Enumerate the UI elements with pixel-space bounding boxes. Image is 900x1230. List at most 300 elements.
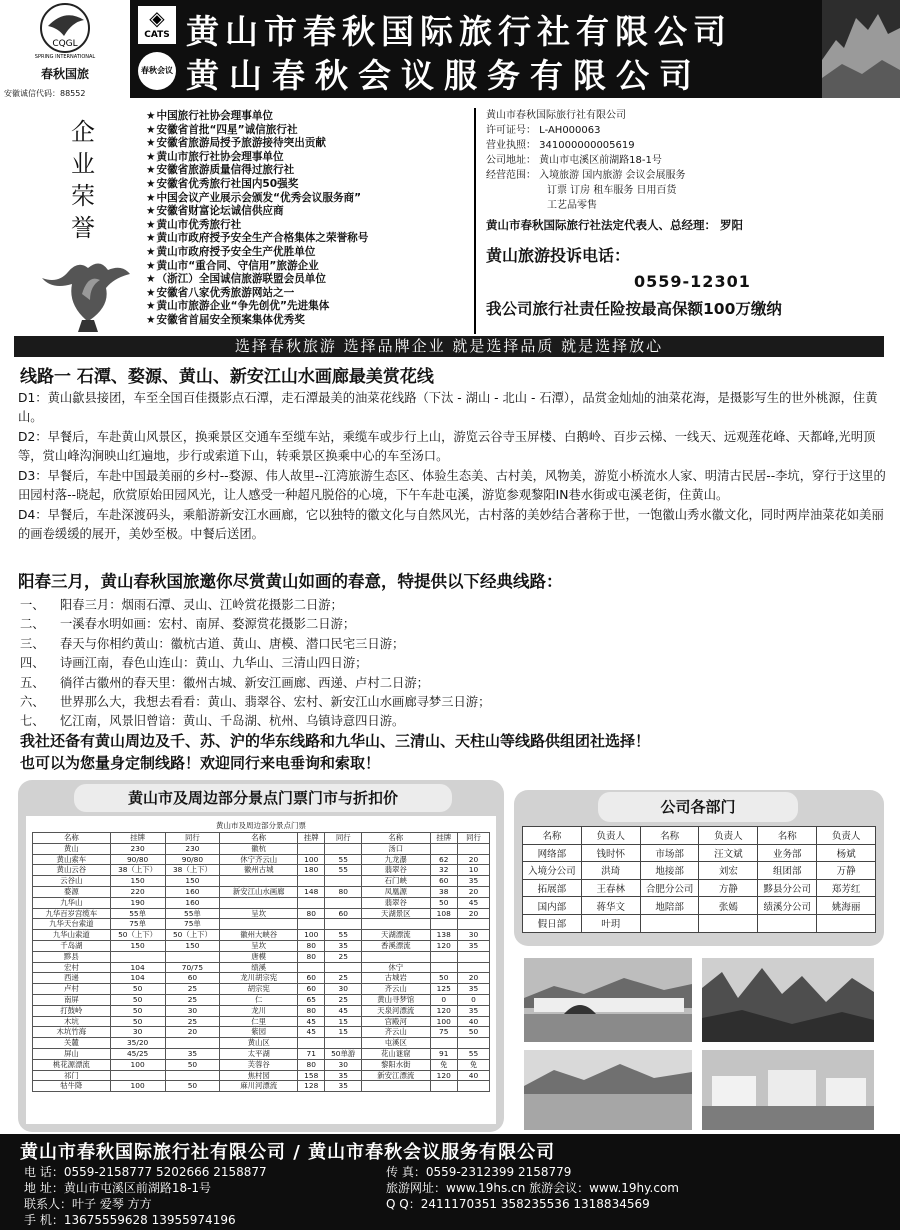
ticket-cell: 75: [430, 1027, 457, 1038]
route-day-3: D3：早餐后，车赴中国最美丽的乡村--婺源、伟人故里--江湾旅游生态区、体验生态美、古村美，风物美，游览小桥流水人家、明清古民居--李坑，穿行于这里的田园村落--晓起，欣赏原始田园风光，让人感受一种超凡脱俗的心境，下午车赴屯溪，游览参观黎阳IN巷水街或屯溪老街，住黄山。: [18, 469, 886, 502]
table-row: [523, 879, 876, 897]
ticket-cell: 龙川胡宗宪: [220, 973, 298, 984]
table-row: [33, 973, 490, 984]
ticket-cell: 120: [430, 1005, 457, 1016]
department-cell: 组团部: [758, 862, 817, 880]
ticket-cell: [457, 843, 489, 854]
ticket-cell: 45: [298, 1016, 325, 1027]
ticket-header: 同行: [165, 833, 220, 844]
department-cell: 杨斌: [817, 844, 876, 862]
ticket-cell: 香溪漂流: [361, 940, 430, 951]
department-cell: 入境分公司: [523, 862, 582, 880]
department-cell: 汪文斌: [699, 844, 758, 862]
spring-route-number: 三、: [20, 636, 45, 651]
ticket-cell: 160: [165, 897, 220, 908]
ticket-cell: 120: [430, 1070, 457, 1081]
table-row: [33, 1081, 490, 1092]
ticket-header: 名称: [361, 833, 430, 844]
ticket-cell: 60: [298, 973, 325, 984]
ticket-cell: 休宁: [361, 962, 430, 973]
ticket-cell: 35: [325, 940, 362, 951]
ticket-cell: 180: [298, 865, 325, 876]
company-title-1: 黄山市春秋国际旅行社有限公司: [186, 12, 732, 51]
ticket-cell: 胡宗宪: [220, 984, 298, 995]
table-row: [33, 951, 490, 962]
spring-route-number: 五、: [20, 675, 45, 690]
ticket-cell: 50: [165, 1059, 220, 1070]
ticket-cell: 20: [165, 1027, 220, 1038]
ticket-cell: 免: [457, 1059, 489, 1070]
table-row: [33, 897, 490, 908]
ticket-cell: [110, 951, 165, 962]
ticket-cell: 220: [110, 886, 165, 897]
table-row: [523, 914, 876, 932]
footer-qq[interactable]: Q Q：2411170351 358235536 1318834569: [386, 1197, 650, 1211]
route-one-title: 线路一 石潭、婺源、黄山、新安江山水画廊最美赏花线: [20, 367, 434, 387]
ticket-header-row: [33, 833, 490, 844]
spring-route-item: [20, 712, 490, 731]
department-cell: 万静: [817, 862, 876, 880]
table-row: [33, 984, 490, 995]
table-row: [33, 854, 490, 865]
ticket-cell: 148: [298, 886, 325, 897]
ticket-cell: 50: [110, 984, 165, 995]
ticket-cell: 15: [325, 1027, 362, 1038]
ticket-cell: 75单: [110, 919, 165, 930]
ticket-cell: 仁: [220, 994, 298, 1005]
ticket-cell: 黟县: [33, 951, 111, 962]
cqgl-emblem-icon: [28, 2, 102, 60]
spring-route-text: 一溪春水明如画：宏村、南屏、婺源赏花摄影二日游；: [60, 617, 356, 632]
ticket-cell: [457, 1081, 489, 1092]
department-cell: 姚海丽: [817, 897, 876, 915]
honor-item: ★ 中国会议产业展示会颁发“优秀会议服务商”: [146, 192, 476, 206]
license-company: 黄山市春秋国际旅行社有限公司: [486, 110, 626, 121]
ticket-cell: 60: [325, 908, 362, 919]
spring-route-text: 世界那么大，我想去看看：黄山、翡翠谷、宏村、新安江山水画廊寻梦三日游；: [60, 695, 491, 710]
ticket-cell: 150: [165, 876, 220, 887]
spring-route-item: [20, 635, 490, 654]
honor-item: ★ 黄山市优秀旅行社: [146, 219, 476, 233]
ticket-cell: 天泉河漂流: [361, 1005, 430, 1016]
department-cell: 绩溪分公司: [758, 897, 817, 915]
footer-mobile[interactable]: 手 机：13675559628 13955974196: [24, 1213, 236, 1227]
department-cell: 方静: [699, 879, 758, 897]
ticket-cell: 30: [325, 984, 362, 995]
ticket-cell: 10: [457, 865, 489, 876]
ticket-cell: 45: [457, 897, 489, 908]
department-cell: 业务部: [758, 844, 817, 862]
ticket-cell: 120: [430, 940, 457, 951]
insurance-note: 我公司旅行社责任险按最高保额100万缴纳: [486, 300, 782, 318]
ticket-cell: [430, 962, 457, 973]
extra-note: [20, 730, 650, 774]
ticket-cell: 125: [430, 984, 457, 995]
ticket-cell: 0: [430, 994, 457, 1005]
department-table: [522, 826, 876, 933]
honor-item: ★ 黄山市政府授予安全生产合格集体之荣誉称号: [146, 232, 476, 246]
ticket-cell: [361, 951, 430, 962]
ticket-cell: 新安江山水画廊: [220, 886, 298, 897]
route-day-2: D2：早餐后，车赴黄山风景区，换乘景区交通车至缆车站，乘缆车或步行上山，游览云谷寺玉屏楼、白鹅岭、百步云梯、一线天、远观莲花峰、天都峰,光明顶等，赏山峰沟涧映山红遍地，步行或索道下山，转乘景区换乘中心的车至汤口。: [18, 430, 876, 463]
department-cell: 张嫣: [699, 897, 758, 915]
department-header-row: [523, 827, 876, 845]
department-cell: 蒋华文: [581, 897, 640, 915]
ticket-cell: 屏山: [33, 1048, 111, 1059]
ticket-cell: 100: [298, 930, 325, 941]
department-cell: 王春林: [581, 879, 640, 897]
spring-route-item: [20, 596, 490, 615]
department-cell: 假日部: [523, 914, 582, 932]
ticket-cell: 128: [298, 1081, 325, 1092]
ticket-cell: 天湖景区: [361, 908, 430, 919]
table-row: [33, 908, 490, 919]
ticket-cell: 桃花源漂流: [33, 1059, 111, 1070]
table-row: [33, 1059, 490, 1070]
table-row: [33, 876, 490, 887]
spring-route-text: 忆江南，风景旧曾谙：黄山、千岛湖、杭州、乌镇诗意四日游。: [60, 714, 405, 729]
spring-heading: 阳春三月，黄山春秋国旅邀你尽赏黄山如画的春意，特提供以下经典线路：: [18, 572, 563, 591]
ticket-caption: 黄山市及周边部分景点门票: [216, 821, 306, 830]
table-row: [33, 962, 490, 973]
ticket-cell: [430, 843, 457, 854]
ticket-cell: 104: [110, 962, 165, 973]
table-row: [33, 843, 490, 854]
ticket-cell: 50: [430, 897, 457, 908]
table-row: [523, 844, 876, 862]
ticket-cell: 凤凰源: [361, 886, 430, 897]
ticket-cell: 35: [457, 1005, 489, 1016]
ticket-cell: 80: [298, 951, 325, 962]
cats-label: CATS: [144, 30, 170, 40]
ticket-sheet: [26, 816, 496, 1124]
department-cell: 市场部: [640, 844, 699, 862]
spring-route-number: 二、: [20, 617, 45, 632]
department-cell: 洪琦: [581, 862, 640, 880]
department-cell: 钱时怀: [581, 844, 640, 862]
spring-route-item: [20, 674, 490, 693]
table-row: [33, 930, 490, 941]
ticket-cell: 卢村: [33, 984, 111, 995]
ticket-cell: 60: [165, 973, 220, 984]
ticket-cell: 50: [110, 1016, 165, 1027]
ticket-cell: 龙川: [220, 1005, 298, 1016]
company-title-2: 黄山春秋会议服务有限公司: [186, 56, 702, 95]
ticket-header: 同行: [457, 833, 489, 844]
ticket-cell: [361, 919, 430, 930]
meeting-logo-icon: 春秋会议: [138, 52, 176, 90]
honor-item: ★ （浙江）全国诚信旅游联盟会员单位: [146, 273, 476, 287]
ticket-cell: 60: [298, 984, 325, 995]
honor-item: ★ 黄山市旅游企业“争先创优”先进集体: [146, 300, 476, 314]
route-one: [18, 362, 886, 543]
ticket-cell: 25: [165, 994, 220, 1005]
ticket-cell: 黄山寻梦馆: [361, 994, 430, 1005]
license-scope: 经营范围： 入境旅游 国内旅游 会议会展服务: [486, 170, 686, 181]
ticket-cell: 35: [457, 940, 489, 951]
ticket-cell: 休宁齐云山: [220, 854, 298, 865]
ticket-cell: 65: [298, 994, 325, 1005]
ticket-cell: 20: [457, 973, 489, 984]
table-row: [33, 1005, 490, 1016]
ticket-cell: 仁里: [220, 1016, 298, 1027]
ticket-cell: 50（上下）: [165, 930, 220, 941]
ticket-cell: [325, 876, 362, 887]
table-row: [33, 1048, 490, 1059]
ticket-cell: 55: [325, 930, 362, 941]
table-row: [33, 1038, 490, 1049]
ticket-cell: 50单游: [325, 1048, 362, 1059]
ticket-cell: 紫园: [220, 1027, 298, 1038]
department-cell: 网络部: [523, 844, 582, 862]
ticket-cell: 古城岩: [361, 973, 430, 984]
department-header: 名称: [640, 827, 699, 845]
houses-photo: [702, 1050, 874, 1130]
ticket-cell: 80: [298, 1005, 325, 1016]
ticket-cell: [325, 843, 362, 854]
ticket-cell: 唐模: [220, 951, 298, 962]
table-row: [33, 1027, 490, 1038]
spring-route-number: 四、: [20, 656, 45, 671]
honor-heading: 企业荣誉: [71, 118, 95, 242]
spring-route-number: 一、: [20, 598, 45, 612]
village-bridge-photo: [524, 958, 692, 1042]
ticket-cell: 71: [298, 1048, 325, 1059]
ticket-cell: 芙蓉谷: [220, 1059, 298, 1070]
ticket-cell: [298, 897, 325, 908]
ticket-cell: 关麓: [33, 1038, 111, 1049]
ticket-cell: 150: [165, 940, 220, 951]
honor-item: ★ 安徽省财富论坛诚信供应商: [146, 205, 476, 219]
ticket-cell: 翡翠谷: [361, 865, 430, 876]
ticket-cell: 西递: [33, 973, 111, 984]
lake-photo: [524, 1050, 692, 1130]
ticket-cell: 黄山云谷: [33, 865, 111, 876]
ticket-cell: 南屏: [33, 994, 111, 1005]
complaint-phone[interactable]: 0559-12301: [634, 272, 751, 291]
ticket-cell: [325, 962, 362, 973]
ticket-cell: 新安江漂流: [361, 1070, 430, 1081]
honor-item: ★ 安徽省旅游局授予旅游接待突出贡献: [146, 137, 476, 151]
spring-route-item: [20, 693, 490, 712]
ticket-cell: [325, 1038, 362, 1049]
ticket-cell: 石门峡: [361, 876, 430, 887]
table-row: [33, 865, 490, 876]
ticket-cell: 宏村: [33, 962, 111, 973]
ticket-cell: 35: [457, 876, 489, 887]
ticket-cell: 齐云山: [361, 984, 430, 995]
honor-item: ★ 黄山市旅行社协会理事单位: [146, 151, 476, 165]
ticket-cell: 100: [298, 854, 325, 865]
ticket-cell: 20: [457, 908, 489, 919]
ticket-header: 名称: [33, 833, 111, 844]
department-header: 负责人: [699, 827, 758, 845]
ticket-cell: 38（上下）: [165, 865, 220, 876]
table-row: [33, 940, 490, 951]
department-cell: 黟县分公司: [758, 879, 817, 897]
extra-note-line-1: 我社还备有黄山周边及千、苏、沪的华东线路和九华山、三清山、天柱山等线路供组团社选择！: [20, 732, 651, 750]
ticket-cell: 35: [325, 1070, 362, 1081]
ticket-cell: 100: [110, 1081, 165, 1092]
ticket-cell: 九龙瀑: [361, 854, 430, 865]
honor-item: ★ 中国旅行社协会理事单位: [146, 110, 476, 124]
ticket-header: 名称: [220, 833, 298, 844]
ticket-header: 同行: [325, 833, 362, 844]
table-row: [33, 886, 490, 897]
ticket-cell: 104: [110, 973, 165, 984]
ticket-cell: 黄山区: [220, 1038, 298, 1049]
ticket-cell: [325, 897, 362, 908]
ticket-cell: 九华百岁宫缆车: [33, 908, 111, 919]
ticket-cell: [220, 897, 298, 908]
ticket-cell: 60: [430, 876, 457, 887]
license-info: [486, 108, 896, 336]
trophy-icon: [38, 254, 132, 334]
ticket-cell: 45/25: [110, 1048, 165, 1059]
honor-item: ★ 安徽省首届安全预案集体优秀奖: [146, 314, 476, 328]
ticket-cell: 35: [457, 984, 489, 995]
table-row: [33, 919, 490, 930]
department-cell: 叶玥: [581, 914, 640, 932]
ticket-cell: 20: [457, 854, 489, 865]
ticket-cell: 徽州大峡谷: [220, 930, 298, 941]
ticket-cell: 云谷山: [33, 876, 111, 887]
ticket-cell: 25: [165, 1016, 220, 1027]
ticket-table: [32, 832, 490, 1092]
ticket-cell: 108: [430, 908, 457, 919]
ticket-cell: 38: [430, 886, 457, 897]
ticket-cell: [430, 919, 457, 930]
spring-route-number: 七、: [20, 714, 45, 729]
ticket-cell: 0: [457, 994, 489, 1005]
ticket-cell: 35/20: [110, 1038, 165, 1049]
honor-item: ★ 黄山市政府授予安全生产优胜单位: [146, 246, 476, 260]
ticket-cell: 免: [430, 1059, 457, 1070]
ticket-cell: 90/80: [165, 854, 220, 865]
department-cell: 刘宏: [699, 862, 758, 880]
license-permit: 许可证号： L-AH000063: [486, 125, 601, 136]
spring-route-text: 春天与你相约黄山：徽杭古道、黄山、唐模、潜口民宅三日游；: [60, 636, 405, 651]
footer-website[interactable]: 旅游网址：www.19hs.cn 旅游会议：www.19hy.com: [386, 1181, 679, 1195]
ticket-cell: 30: [457, 930, 489, 941]
footer-phone[interactable]: 电 话：0559-2158777 5202666 2158877: [24, 1165, 267, 1179]
ticket-cell: 徽州古城: [220, 865, 298, 876]
ticket-cell: 30: [165, 1005, 220, 1016]
header: [0, 0, 900, 104]
ticket-cell: [361, 1081, 430, 1092]
table-row: [523, 897, 876, 915]
ticket-cell: 齐云山: [361, 1027, 430, 1038]
logo-name: 春秋国旅: [40, 67, 89, 81]
ticket-cell: 80: [325, 886, 362, 897]
department-cell: [758, 914, 817, 932]
ticket-cell: 35: [165, 1048, 220, 1059]
ticket-panel-title: 黄山市及周边部分景点门票门市与折扣价: [74, 784, 452, 812]
department-cell: [699, 914, 758, 932]
table-row: [33, 1070, 490, 1081]
department-header: 名称: [758, 827, 817, 845]
table-row: [33, 1016, 490, 1027]
department-cell: [640, 914, 699, 932]
ticket-cell: [298, 843, 325, 854]
complaint-label: 黄山旅游投诉电话：: [486, 246, 631, 265]
title-banner: [130, 0, 876, 98]
route-day-4: D4：早餐后，车赴深渡码头，乘船游新安江水画廊，它以独特的徽文化与自然风光，古村落的美妙结合著称于世，一饱徽山秀水徽文化，同时两岸油菜花如美丽的画卷缓缓的展开，美妙至极。中餐后送团。: [18, 508, 884, 541]
credit-code: 安徽诚信代码：88552: [4, 89, 86, 98]
ticket-cell: 25: [165, 984, 220, 995]
spring-route-list: [20, 596, 490, 732]
footer: [0, 1134, 900, 1230]
honor-item: ★ 安徽省八家优秀旅游网站之一: [146, 287, 476, 301]
ticket-cell: 25: [325, 994, 362, 1005]
department-cell: 郑芳红: [817, 879, 876, 897]
department-panel: [514, 790, 884, 946]
ticket-cell: [457, 951, 489, 962]
table-row: [33, 994, 490, 1005]
ticket-cell: 25: [325, 973, 362, 984]
department-cell: [817, 914, 876, 932]
ticket-cell: 50: [457, 1027, 489, 1038]
ticket-cell: [165, 1038, 220, 1049]
route-day-1: D1：黄山歙县接团，车至全国百佳摄影点石潭，走石潭最美的油菜花线路（下汰 - 湖山 - 北山 - 石潭），品赏金灿灿的油菜花海，是摄影写生的世外桃源，住黄山。: [18, 391, 878, 424]
department-cell: 国内部: [523, 897, 582, 915]
ticket-cell: 50: [430, 973, 457, 984]
ticket-cell: 太平湖: [220, 1048, 298, 1059]
ticket-cell: [298, 962, 325, 973]
ticket-cell: 黎阳水街: [361, 1059, 430, 1070]
ticket-cell: 80: [298, 908, 325, 919]
ticket-cell: 55单: [110, 908, 165, 919]
ticket-cell: 90/80: [110, 854, 165, 865]
spring-route-number: 六、: [20, 695, 45, 710]
ticket-cell: 50: [110, 1005, 165, 1016]
ticket-cell: 80: [298, 940, 325, 951]
ticket-cell: [457, 962, 489, 973]
ticket-header: 挂牌: [110, 833, 165, 844]
department-cell: 合肥分公司: [640, 879, 699, 897]
slogan-bar: 选择春秋旅游 选择品牌企业 就是选择品质 就是选择放心: [14, 336, 884, 357]
ticket-cell: 九华天台索道: [33, 919, 111, 930]
license-scope-3: 工艺品零售: [547, 200, 597, 211]
department-panel-title: 公司各部门: [598, 792, 798, 822]
ticket-cell: 牯牛降: [33, 1081, 111, 1092]
ticket-cell: [325, 919, 362, 930]
ticket-cell: 婺源: [33, 886, 111, 897]
ticket-cell: 91: [430, 1048, 457, 1059]
ticket-cell: 绩溪: [220, 962, 298, 973]
license-address: 公司地址： 黄山市屯溪区前湖路18-1号: [486, 155, 662, 166]
ticket-cell: 55: [325, 865, 362, 876]
ticket-cell: 138: [430, 930, 457, 941]
department-header: 名称: [523, 827, 582, 845]
department-cell: 地接部: [640, 862, 699, 880]
ticket-cell: 50（上下）: [110, 930, 165, 941]
logo-subtext: SPRING INTERNATIONAL: [34, 54, 96, 60]
ticket-cell: 45: [298, 1027, 325, 1038]
ticket-cell: 花山谜窟: [361, 1048, 430, 1059]
ticket-cell: 35: [325, 1081, 362, 1092]
ticket-cell: 55: [325, 854, 362, 865]
footer-contact: 联系人：叶子 爱琴 方方: [24, 1197, 152, 1211]
ticket-cell: 50: [110, 994, 165, 1005]
ticket-cell: 38（上下）: [110, 865, 165, 876]
ticket-cell: 焦村园: [220, 1070, 298, 1081]
department-header: 负责人: [817, 827, 876, 845]
ticket-cell: 150: [110, 876, 165, 887]
extra-note-line-2: 也可以为您量身定制线路！欢迎同行来电垂询和索取！: [20, 754, 381, 772]
honor-item: ★ 安徽省优秀旅行社国内50强奖: [146, 178, 476, 192]
ticket-cell: 30: [325, 1059, 362, 1070]
